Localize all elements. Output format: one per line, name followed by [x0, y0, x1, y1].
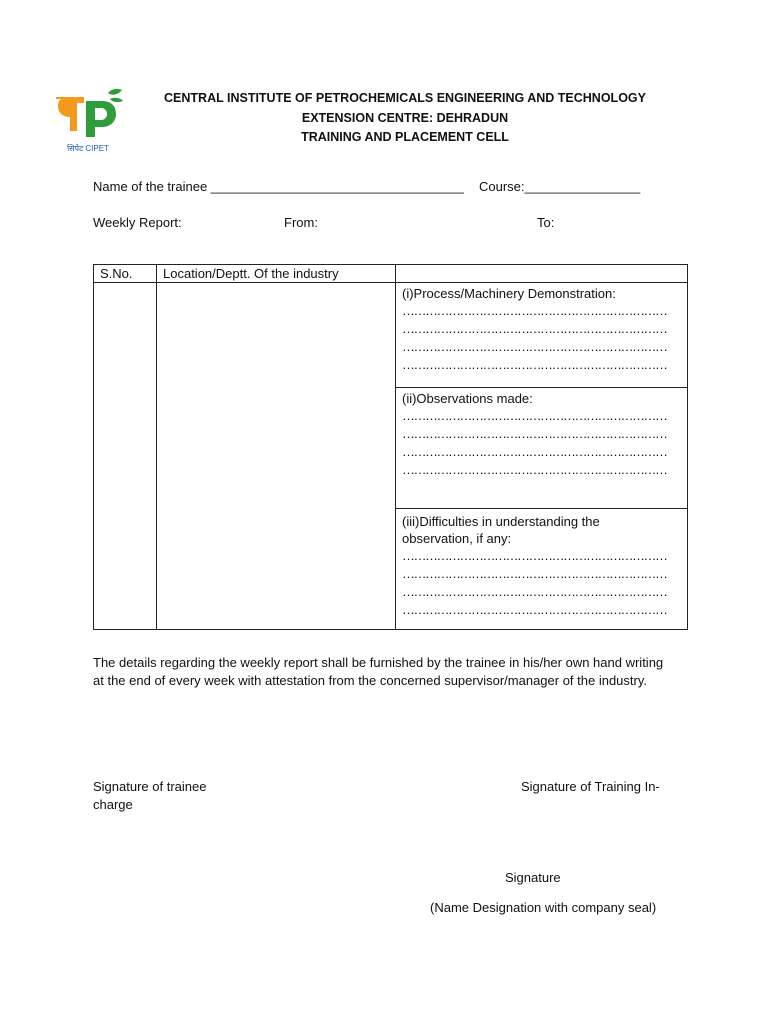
section-title: (i)Process/Machinery Demonstration:	[402, 286, 616, 301]
cipet-logo	[50, 87, 126, 155]
dotted-line: ……………………………………………………………	[402, 548, 667, 563]
header-location: Location/Deptt. Of the industry	[157, 265, 396, 283]
dotted-line: ……………………………………………………………	[402, 566, 667, 581]
table-row	[94, 283, 688, 388]
section-title: (iii)Difficulties in understanding the observation, if any:	[402, 514, 600, 546]
dotted-line: ……………………………………………………………	[402, 357, 667, 372]
cipet-logo-mark	[50, 87, 126, 143]
sno-cell[interactable]	[94, 283, 157, 630]
header-sno: S.No.	[94, 265, 157, 283]
weekly-report-label: Weekly Report:	[93, 215, 182, 230]
table-header-row	[94, 265, 688, 283]
section-process[interactable]	[396, 283, 688, 388]
dotted-line: ……………………………………………………………	[402, 584, 667, 599]
institute-name: CENTRAL INSTITUTE OF PETROCHEMICALS ENGINEERING AND TECHNOLOGY	[164, 91, 646, 105]
dotted-line: ……………………………………………………………	[402, 408, 667, 423]
report-table	[93, 264, 688, 630]
designation-seal-label: (Name Designation with company seal)	[430, 900, 657, 915]
from-label: From:	[284, 215, 318, 230]
dotted-line: ……………………………………………………………	[402, 303, 667, 318]
dotted-line: ……………………………………………………………	[402, 339, 667, 354]
section-observations[interactable]	[396, 388, 688, 509]
dotted-line: ……………………………………………………………	[402, 462, 667, 477]
instructions-note: The details regarding the weekly report shall be furnished by the trainee in his/her own hand writing at the end of every week with attestation from the concerned supervisor/manager of the industry.	[93, 655, 664, 688]
incharge-signature-label-cont: charge	[93, 797, 133, 812]
incharge-signature-label: Signature of Training In-	[521, 779, 660, 794]
dotted-line: ……………………………………………………………	[402, 444, 667, 459]
to-label: To:	[537, 215, 555, 230]
cell-name: TRAINING AND PLACEMENT CELL	[301, 130, 509, 144]
centre-name: EXTENSION CENTRE: DEHRADUN	[301, 110, 509, 125]
section-difficulties[interactable]	[396, 509, 688, 630]
document-header	[140, 89, 670, 148]
dotted-line: ……………………………………………………………	[402, 321, 667, 336]
section-title: (ii)Observations made:	[402, 391, 533, 406]
supervisor-signature-label: Signature	[505, 870, 561, 885]
course-field: Course:________________	[479, 179, 641, 194]
dotted-line: ……………………………………………………………	[402, 426, 667, 441]
dotted-line: ……………………………………………………………	[402, 602, 667, 617]
logo-caption: सिपेट CIPET	[67, 144, 109, 153]
trainee-signature-label: Signature of trainee	[93, 779, 207, 794]
location-cell[interactable]	[157, 283, 396, 630]
header-details	[396, 265, 688, 283]
trainee-name-field: Name of the trainee ___________________________________	[93, 179, 464, 194]
